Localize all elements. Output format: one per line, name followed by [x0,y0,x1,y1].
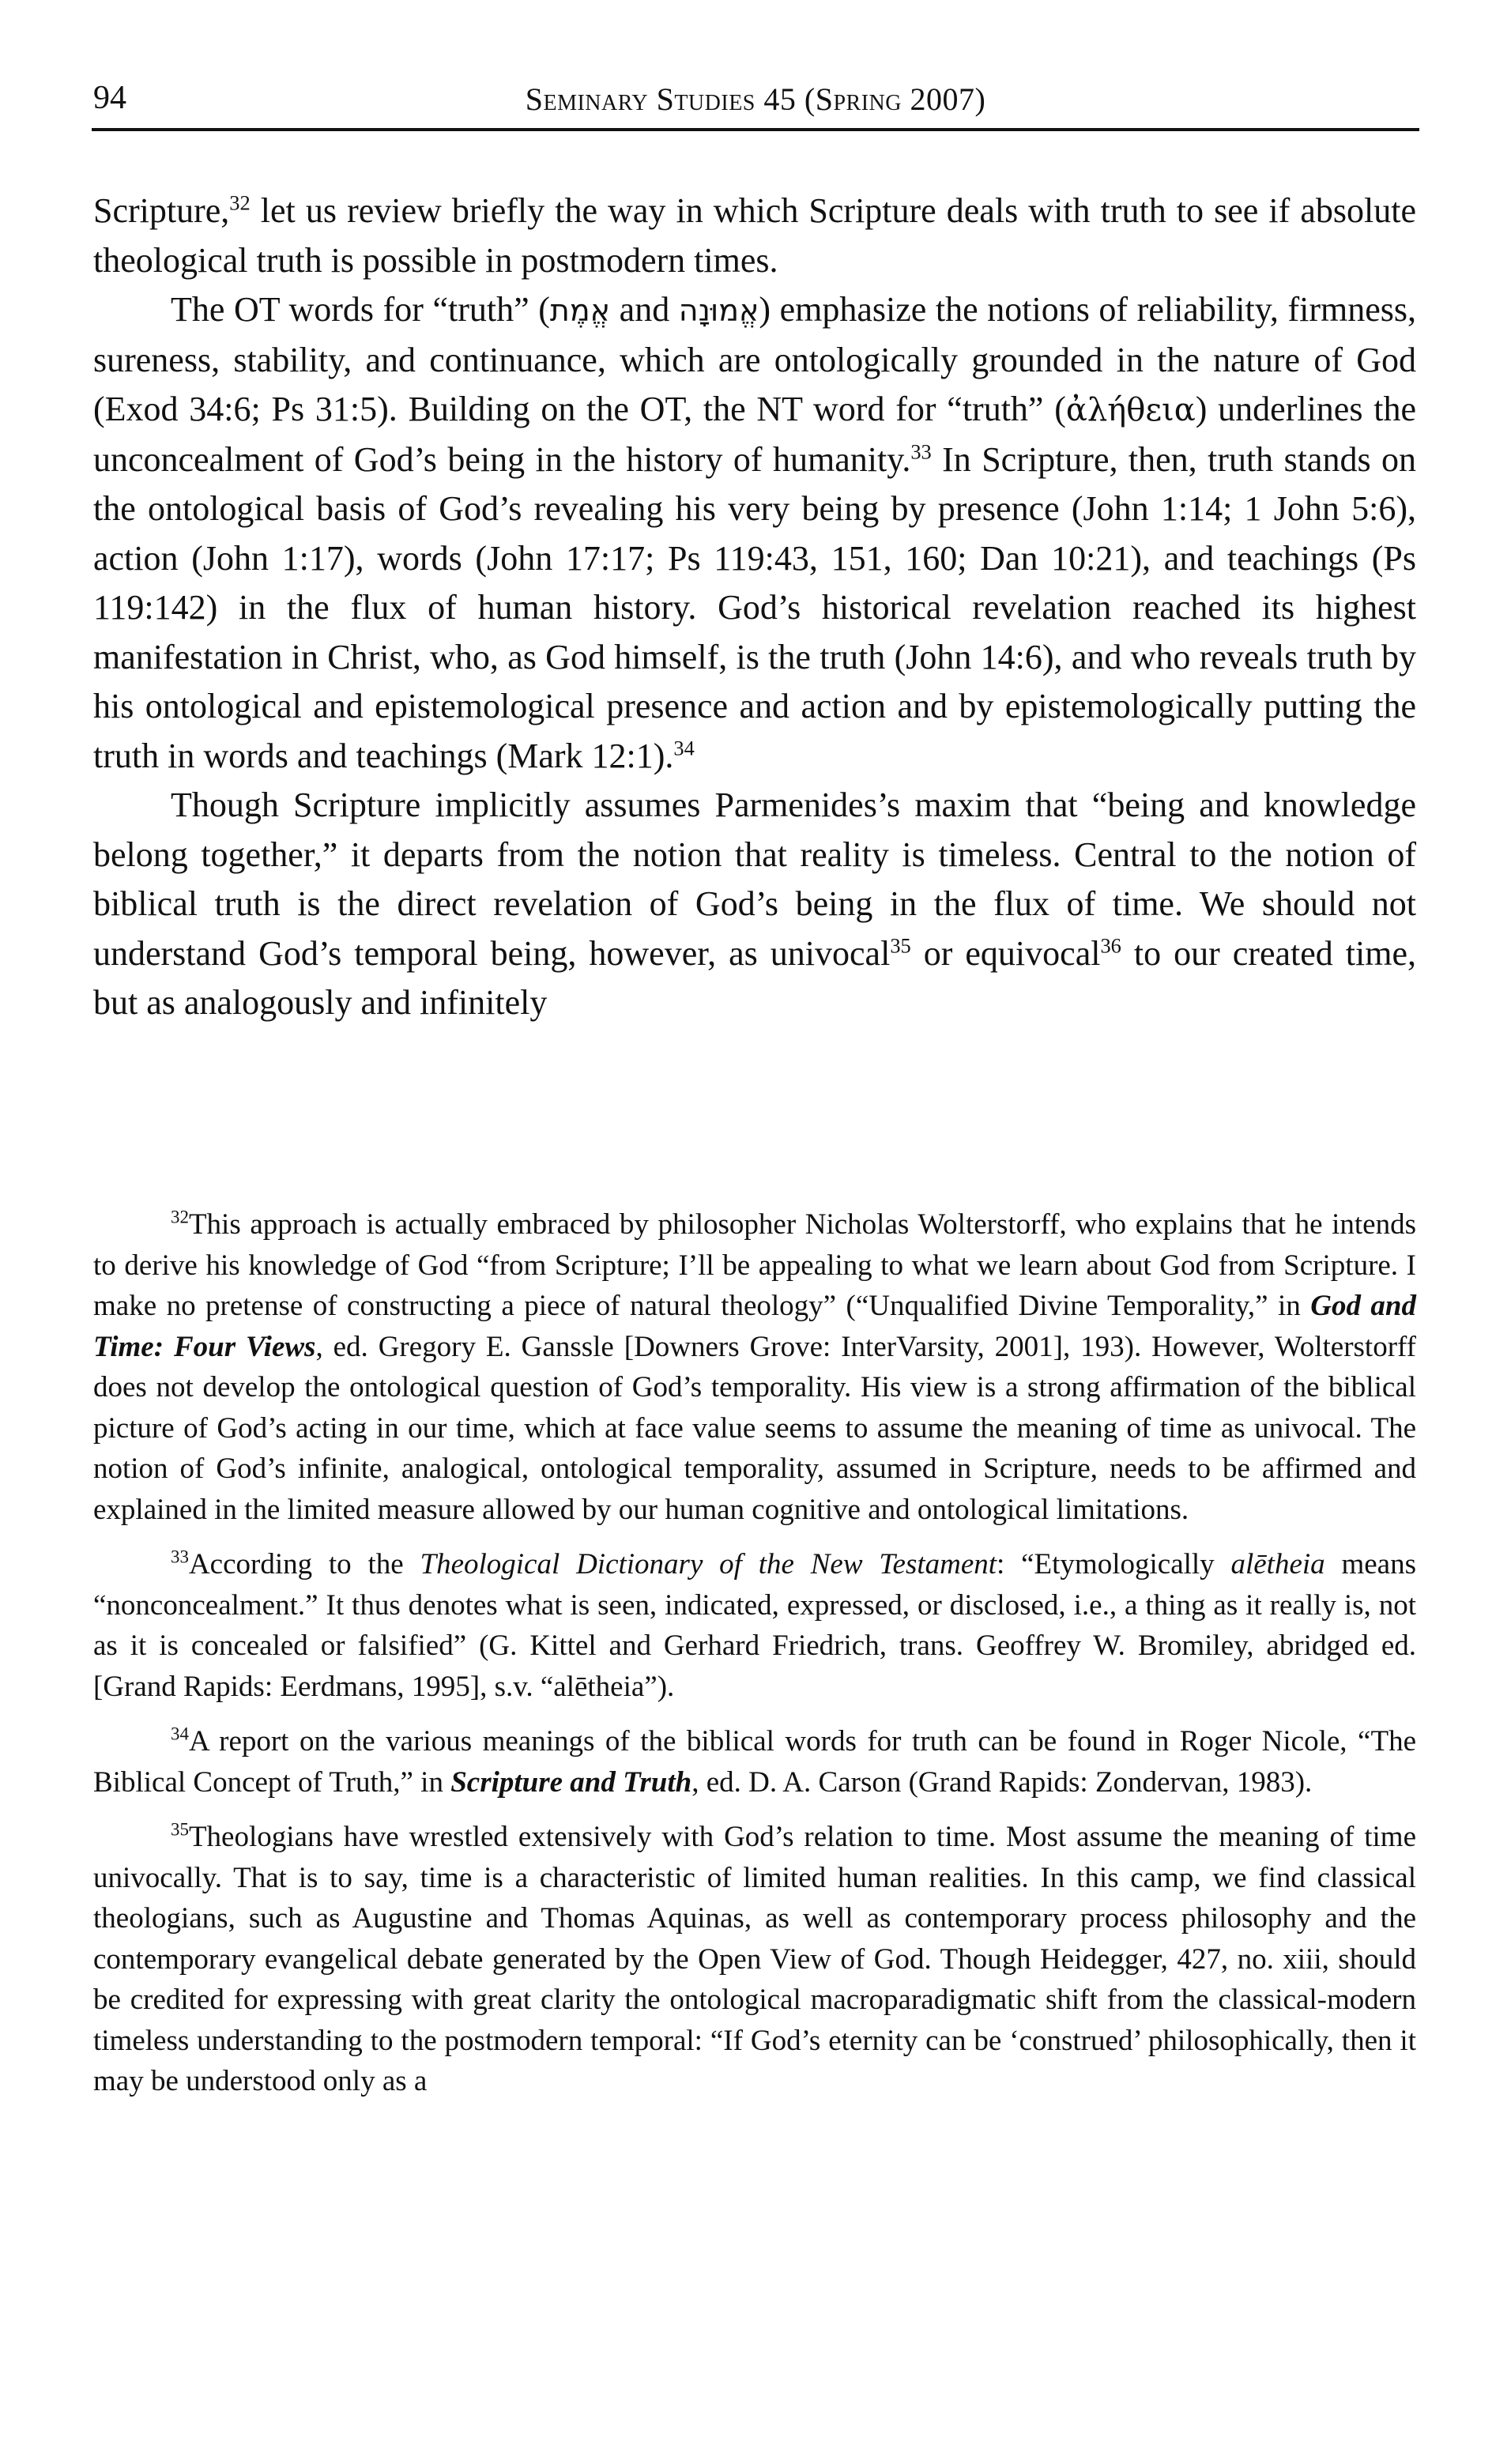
footnote-ref-35: 35 [890,932,911,957]
text-run: Theologians have wrestled extensively with God’s relation to time. Most assume the meaning of time univocally. That is to say, time is a characteristic of limited human realities. In this camp, we find classical theologians, such as Augustine and Thomas Aquinas, as well as contemporary process philosophy and the contemporary evangelical debate generated by the Open View of God. Though Heidegger, 427, no. xiii, should be credited for expressing with great clarity the ontological macroparadigmatic shift from the classical-modern timeless understanding to the postmodern temporal: “If God’s eternity can be ‘construed’ philosophically, then it may be understood only as a [93,1821,1416,2097]
text-run: and [610,290,679,329]
footnote-ref-34: 34 [673,735,695,759]
greek-term: alētheia [1230,1548,1325,1581]
footnote-ref-33: 33 [910,439,932,463]
text-run: means “nonconcealment.” It thus denotes what is seen, indicated, expressed, or disclosed, i.e., a thing as it really is, not as it is concealed or falsified” (G. Kittel and Gerhard Friedrich, trans. Geoffrey W. Bromiley, abridged ed. [Grand Rapids: Eerdmans, 1995], s.v. “alētheia”). [93,1548,1416,1703]
footnote-mark: 35 [171,1819,189,1840]
text-run: A report on the various meanings of the biblical words for truth can be found in Roger Nicole, “The Biblical Concept of Truth,” in [93,1725,1416,1799]
footnote-32 [93,1204,1416,1530]
page-number: 94 [93,80,126,116]
book-title: Theological Dictionary of the New Testament [420,1548,997,1581]
paragraph-2 [93,285,1416,781]
footnote-ref-36: 36 [1100,932,1121,957]
text-run: In Scripture, then, truth stands on the ontological basis of God’s revealing his very being by presence (John 1:14; 1 John 5:6), action (John 1:17), words (John 17:17; Ps 119:43, 151, 160; Dan 10:21), and teachings (Ps 119:142) in the flux of human history. God’s historical revelation reached its highest manifestation in Christ, who, as God himself, is the truth (John 14:6), and who reveals truth by his ontological and epistemological presence and action and by epistemologically putting the truth in words and teachings (Mark 12:1). [93,439,1416,775]
paragraph-1 [93,186,1416,285]
footnote-34 [93,1721,1416,1803]
greek-word-aletheia: ἀλήθεια [1065,392,1196,428]
text-run: to our created time, but as analogously and infinitely [93,933,1416,1022]
footnote-mark: 33 [171,1547,189,1567]
text-run: ) emphasize the notions of reliability, firmness, sureness, stability, and continuance, which are ontologically grounded in the nature of God (Exod 34:6; Ps 31:5). Building on the OT, the NT word for “truth” ( [93,290,1416,428]
hebrew-word-emunah: אֱמוּנָה [678,293,759,328]
text-run: , ed. D. A. Carson (Grand Rapids: Zondervan, 1983). [691,1765,1313,1799]
text-run: let us review briefly the way in which Scripture deals with truth to see if absolute theological truth is possible in postmodern times. [93,191,1416,280]
text-run: Though Scripture implicitly assumes Parmenides’s maxim that “being and knowledge belong together,” it departs from the notion that reality is timeless. Central to the notion of biblical truth is the direct revelation of God’s being in the flux of time. We should not understand God’s temporal being, however, as univocal [93,786,1416,973]
footnote-ref-32: 32 [229,190,251,215]
text-run: or equivocal [910,933,1101,973]
text-run: ) underlines the unconcealment of God’s being in the history of humanity. [93,390,1416,479]
footnote-33 [93,1544,1416,1707]
book-title: Scripture and Truth [450,1765,692,1799]
footnote-mark: 32 [171,1207,189,1227]
footnote-35 [93,1817,1416,2102]
paragraph-3 [93,781,1416,1028]
footnotes [93,1204,1416,2116]
text-run: The OT words for “truth” ( [171,290,550,329]
text-run: Scripture, [93,191,230,230]
text-run: This approach is actually embraced by philosopher Nicholas Wolterstorff, who explains that he intends to derive his knowledge of God “from Scripture; I’ll be appealing to what we learn about God from Scripture. I make no pretense of constructing a piece of natural theology” (“Unqualified Divine Temporality,” in [93,1208,1416,1322]
text-run: , ed. Gregory E. Ganssle [Downers Grove: InterVarsity, 2001], 193). However, Wolterstorff does not develop the ontological question of God’s temporality. His view is a strong affirmation of the biblical picture of God’s acting in our time, which at face value seems to assume the meaning of time as univocal. The notion of God’s infinite, analogical, ontological temporality, assumed in Scripture, needs to be affirmed and explained in the limited measure allowed by our human cognitive and ontological limitations. [93,1330,1417,1526]
hebrew-word-emet: אֱמֶת [549,293,611,328]
text-run: According to the [188,1548,420,1581]
running-head: Seminary Studies 45 (Spring 2007) [525,81,986,117]
footnote-mark: 34 [171,1724,189,1744]
main-text [93,186,1416,1028]
book-title: God and Time: Four Views [93,1290,1416,1363]
page-header [92,76,1419,131]
text-run: : “Etymologically [997,1548,1231,1581]
